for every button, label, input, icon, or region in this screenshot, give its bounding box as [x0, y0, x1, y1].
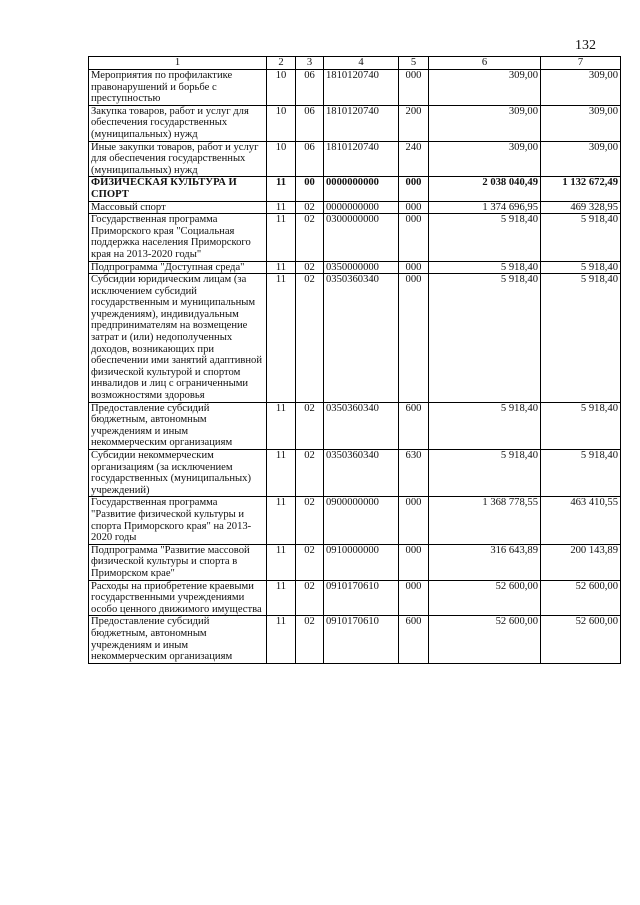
table-row — [89, 402, 621, 449]
target-article-cell: 0900000000 — [324, 497, 399, 544]
section-code-cell: 11 — [267, 580, 296, 616]
section-code-cell: 11 — [267, 544, 296, 580]
section-code-cell: 11 — [267, 616, 296, 663]
amount-cell: 5 918,40 — [429, 261, 541, 274]
subsection-code-cell: 02 — [296, 544, 324, 580]
target-article-cell: 0350360340 — [324, 274, 399, 403]
amount-cell: 52 600,00 — [541, 580, 621, 616]
table-row — [89, 580, 621, 616]
table-row — [89, 214, 621, 261]
amount-cell: 316 643,89 — [429, 544, 541, 580]
section-code-cell: 11 — [267, 274, 296, 403]
expense-type-cell: 000 — [399, 544, 429, 580]
expense-type-cell: 000 — [399, 201, 429, 214]
subsection-code-cell: 06 — [296, 105, 324, 141]
budget-table — [88, 56, 621, 664]
expense-type-cell: 200 — [399, 105, 429, 141]
header-cell: 2 — [267, 57, 296, 70]
row-name-cell: Государственная программа "Развитие физической культуры и спорта Приморского края" на 2013-2020 годы — [89, 497, 267, 544]
subsection-code-cell: 02 — [296, 214, 324, 261]
expense-type-cell: 000 — [399, 177, 429, 201]
subsection-code-cell: 06 — [296, 141, 324, 177]
amount-cell: 2 038 040,49 — [429, 177, 541, 201]
target-article-cell: 0910170610 — [324, 580, 399, 616]
amount-cell: 5 918,40 — [541, 402, 621, 449]
header-cell: 3 — [296, 57, 324, 70]
section-code-cell: 11 — [267, 201, 296, 214]
table-row — [89, 497, 621, 544]
amount-cell: 469 328,95 — [541, 201, 621, 214]
row-name-cell: Подпрограмма "Доступная среда" — [89, 261, 267, 274]
table-row — [89, 177, 621, 201]
amount-cell: 1 132 672,49 — [541, 177, 621, 201]
amount-cell: 309,00 — [429, 105, 541, 141]
row-name-cell: Субсидии юридическим лицам (за исключением субсидий государственным и муниципальным учреждениям), индивидуальным предпринимателям на возмещение затрат и (или) недополученных доходов, возникающих при обеспечении ими занятий адаптивной физической культурой и спортом инвалидов и лиц с ограниченными возможностями здоровья — [89, 274, 267, 403]
table-row — [89, 261, 621, 274]
target-article-cell: 1810120740 — [324, 141, 399, 177]
table-header-row — [89, 57, 621, 70]
subsection-code-cell: 00 — [296, 177, 324, 201]
expense-type-cell: 600 — [399, 402, 429, 449]
section-code-cell: 11 — [267, 450, 296, 497]
amount-cell: 5 918,40 — [541, 450, 621, 497]
table-row — [89, 616, 621, 663]
row-name-cell: Расходы на приобретение краевыми государственными учреждениями особо ценного движимого имущества — [89, 580, 267, 616]
row-name-cell: Государственная программа Приморского края "Социальная поддержка населения Приморского края на 2013-2020 годы" — [89, 214, 267, 261]
section-code-cell: 10 — [267, 105, 296, 141]
amount-cell: 309,00 — [541, 141, 621, 177]
target-article-cell: 0910170610 — [324, 616, 399, 663]
expense-type-cell: 000 — [399, 214, 429, 261]
section-code-cell: 11 — [267, 497, 296, 544]
table-row — [89, 70, 621, 106]
expense-type-cell: 000 — [399, 70, 429, 106]
expense-type-cell: 240 — [399, 141, 429, 177]
row-name-cell: Субсидии некоммерческим организациям (за исключением государственных (муниципальных) учреждений) — [89, 450, 267, 497]
section-code-cell: 10 — [267, 70, 296, 106]
table-row — [89, 141, 621, 177]
table-row — [89, 544, 621, 580]
page-number: 132 — [575, 38, 596, 53]
subsection-code-cell: 02 — [296, 402, 324, 449]
amount-cell: 1 374 696,95 — [429, 201, 541, 214]
amount-cell: 5 918,40 — [429, 274, 541, 403]
target-article-cell: 0350000000 — [324, 261, 399, 274]
subsection-code-cell: 02 — [296, 450, 324, 497]
subsection-code-cell: 02 — [296, 616, 324, 663]
amount-cell: 52 600,00 — [429, 580, 541, 616]
amount-cell: 5 918,40 — [541, 214, 621, 261]
target-article-cell: 0300000000 — [324, 214, 399, 261]
row-name-cell: Мероприятия по профилактике правонарушений и борьбе с преступностью — [89, 70, 267, 106]
table-body — [89, 70, 621, 664]
amount-cell: 309,00 — [541, 105, 621, 141]
table-row — [89, 274, 621, 403]
amount-cell: 52 600,00 — [429, 616, 541, 663]
subsection-code-cell: 02 — [296, 580, 324, 616]
section-code-cell: 11 — [267, 214, 296, 261]
row-name-cell: Подпрограмма "Развитие массовой физической культуры и спорта в Приморском крае" — [89, 544, 267, 580]
amount-cell: 309,00 — [429, 141, 541, 177]
amount-cell: 309,00 — [429, 70, 541, 106]
row-name-cell: Закупка товаров, работ и услуг для обеспечения государственных (муниципальных) нужд — [89, 105, 267, 141]
row-name-cell: ФИЗИЧЕСКАЯ КУЛЬТУРА И СПОРТ — [89, 177, 267, 201]
amount-cell: 5 918,40 — [429, 450, 541, 497]
amount-cell: 200 143,89 — [541, 544, 621, 580]
amount-cell: 1 368 778,55 — [429, 497, 541, 544]
amount-cell: 5 918,40 — [429, 402, 541, 449]
header-cell: 1 — [89, 57, 267, 70]
row-name-cell: Иные закупки товаров, работ и услуг для обеспечения государственных (муниципальных) нужд — [89, 141, 267, 177]
expense-type-cell: 000 — [399, 274, 429, 403]
row-name-cell: Предоставление субсидий бюджетным, автономным учреждениям и иным некоммерческим организациям — [89, 402, 267, 449]
section-code-cell: 11 — [267, 177, 296, 201]
amount-cell: 5 918,40 — [429, 214, 541, 261]
expense-type-cell: 000 — [399, 261, 429, 274]
expense-type-cell: 000 — [399, 580, 429, 616]
section-code-cell: 11 — [267, 402, 296, 449]
target-article-cell: 0350360340 — [324, 450, 399, 497]
target-article-cell: 0000000000 — [324, 201, 399, 214]
expense-type-cell: 630 — [399, 450, 429, 497]
amount-cell: 5 918,40 — [541, 274, 621, 403]
section-code-cell: 10 — [267, 141, 296, 177]
amount-cell: 463 410,55 — [541, 497, 621, 544]
amount-cell: 309,00 — [541, 70, 621, 106]
subsection-code-cell: 06 — [296, 70, 324, 106]
expense-type-cell: 000 — [399, 497, 429, 544]
header-cell: 5 — [399, 57, 429, 70]
subsection-code-cell: 02 — [296, 201, 324, 214]
table-row — [89, 201, 621, 214]
amount-cell: 5 918,40 — [541, 261, 621, 274]
target-article-cell: 1810120740 — [324, 105, 399, 141]
table-row — [89, 450, 621, 497]
amount-cell: 52 600,00 — [541, 616, 621, 663]
target-article-cell: 0350360340 — [324, 402, 399, 449]
subsection-code-cell: 02 — [296, 274, 324, 403]
section-code-cell: 11 — [267, 261, 296, 274]
target-article-cell: 0000000000 — [324, 177, 399, 201]
table-row — [89, 105, 621, 141]
header-cell: 7 — [541, 57, 621, 70]
subsection-code-cell: 02 — [296, 261, 324, 274]
expense-type-cell: 600 — [399, 616, 429, 663]
target-article-cell: 1810120740 — [324, 70, 399, 106]
target-article-cell: 0910000000 — [324, 544, 399, 580]
row-name-cell: Предоставление субсидий бюджетным, автономным учреждениям и иным некоммерческим организациям — [89, 616, 267, 663]
header-cell: 6 — [429, 57, 541, 70]
row-name-cell: Массовый спорт — [89, 201, 267, 214]
header-cell: 4 — [324, 57, 399, 70]
subsection-code-cell: 02 — [296, 497, 324, 544]
